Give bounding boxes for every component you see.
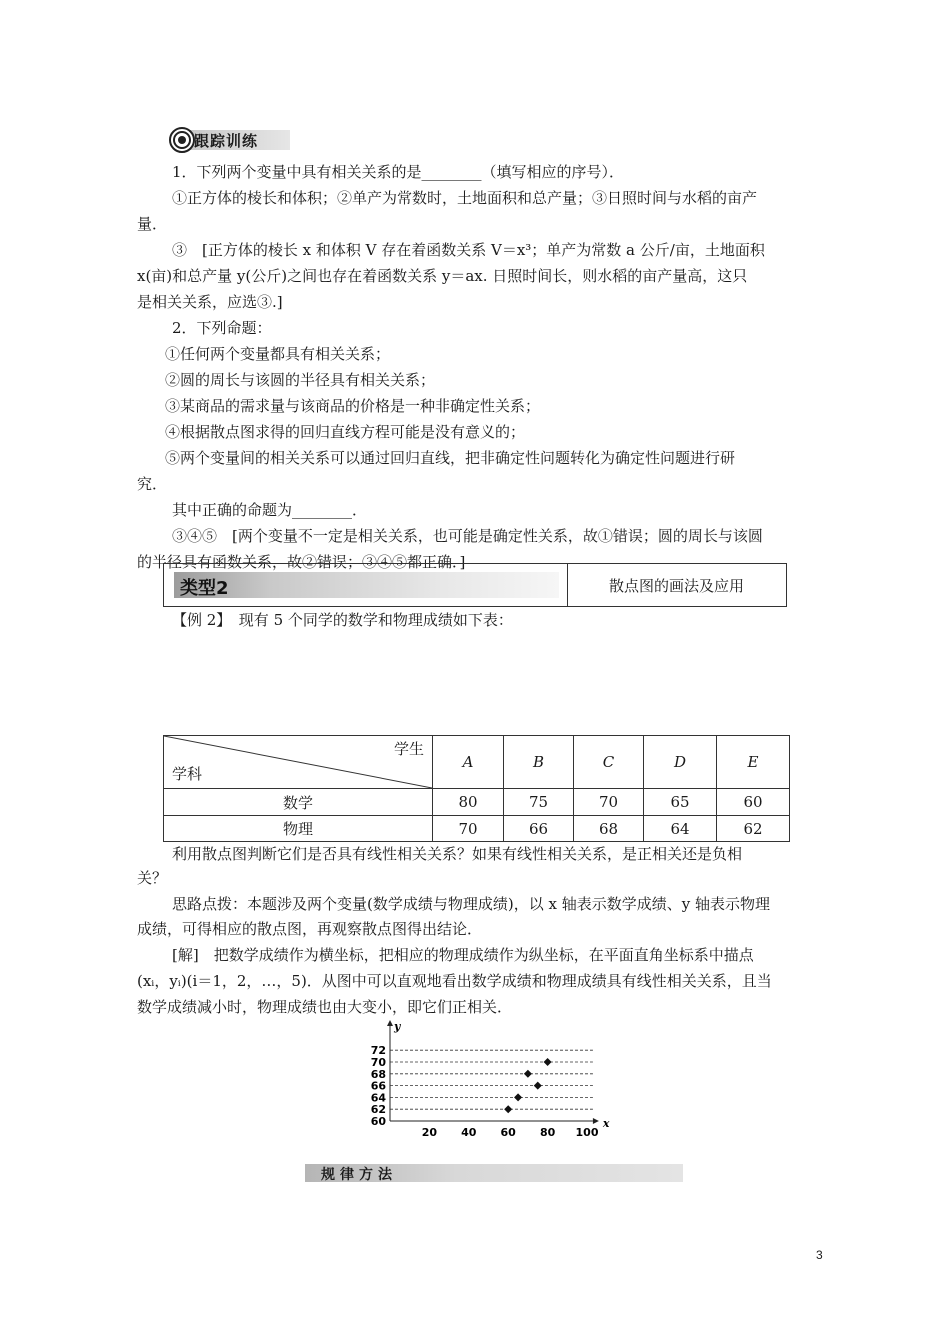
scatter-plot: [360, 1018, 620, 1142]
score-cell: 66: [504, 816, 574, 842]
rule-banner: [305, 1164, 683, 1182]
data-point: [524, 1070, 532, 1078]
q1-answer-line2: x(亩)和总产量 y(公斤)之间也存在着函数关系 y＝ax. 日照时间长，则水稻的亩产量高，这只: [137, 267, 748, 285]
student-header: A: [433, 736, 504, 789]
data-point: [514, 1093, 522, 1101]
y-tick-label: 68: [370, 1067, 386, 1081]
x-axis-arrow: [593, 1118, 599, 1124]
section-header-badge: [168, 126, 288, 154]
q1-options-line2: 量．: [137, 215, 168, 233]
table-corner-cell: [164, 736, 433, 789]
example-intro: 【例 2】 现有 5 个同学的数学和物理成绩如下表：: [172, 611, 513, 629]
data-point: [534, 1082, 542, 1090]
solution-line2: (xᵢ，yᵢ)(i＝1，2，…，5)．从图中可以直观地看出数学成绩和物理成绩具有线性相关关系，且当: [137, 972, 772, 990]
y-tick-label: 66: [370, 1079, 386, 1093]
question-line1: 利用散点图判断它们是否具有线性相关关系？如果有线性相关关系，是正相关还是负相: [172, 845, 743, 863]
solution-line3: 数学成绩减小时，物理成绩也由大变小，即它们正相关．: [137, 998, 513, 1016]
scores-table: [163, 735, 790, 842]
x-tick-label: 20: [421, 1126, 438, 1139]
y-tick-label: 70: [370, 1056, 386, 1069]
subject-cell: 数学: [164, 789, 433, 816]
hint-line1: 思路点拨：本题涉及两个变量(数学成绩与物理成绩)，以 x 轴表示数学成绩、y 轴表示物理: [172, 895, 770, 913]
section-header-title: 跟踪训练: [194, 131, 259, 150]
q2-prop-2: ②圆的周长与该圆的半径具有相关关系；: [165, 371, 436, 389]
score-cell: 62: [717, 816, 790, 842]
score-cell: 60: [717, 789, 790, 816]
student-header: D: [644, 736, 717, 789]
type-label: 类型2: [180, 578, 229, 599]
y-tick-label: 60: [370, 1115, 386, 1128]
corner-diagonal: [164, 736, 432, 788]
diagonal-line: [164, 736, 432, 788]
solution-line1: [解] 把数学成绩作为横坐标，把相应的物理成绩作为纵坐标，在平面直角坐标系中描点: [172, 946, 754, 964]
student-header: C: [574, 736, 644, 789]
q2-ask: 其中正确的命题为________．: [172, 501, 368, 519]
q1-options-line1: ①正方体的棱长和体积；②单产为常数时，土地面积和总产量；③日照时间与水稻的亩产: [172, 189, 758, 207]
y-tick-label: 62: [370, 1103, 386, 1117]
x-axis-label: x: [602, 1117, 610, 1130]
y-tick-label: 64: [370, 1091, 386, 1105]
data-point: [504, 1105, 512, 1113]
score-cell: 80: [433, 789, 504, 816]
score-cell: 64: [644, 816, 717, 842]
student-header: E: [717, 736, 790, 789]
data-point: [544, 1058, 552, 1066]
question-line2: 关？: [137, 869, 168, 887]
subject-cell: 物理: [164, 816, 433, 842]
q2-prop-3: ③某商品的需求量与该商品的价格是一种非确定性关系；: [165, 397, 541, 415]
x-tick-label: 40: [461, 1126, 477, 1139]
q1-stem: 1．下列两个变量中具有相关关系的是________（填写相应的序号）．: [172, 163, 625, 181]
rule-banner-title: 规律方法: [321, 1167, 397, 1183]
table-row: [164, 789, 790, 816]
type-banner: [174, 572, 559, 598]
x-tick-label: 60: [500, 1126, 516, 1139]
score-cell: 75: [504, 789, 574, 816]
table-header-row: [164, 736, 790, 789]
corner-bottom-label: 学科: [172, 765, 203, 783]
table-row: [164, 816, 790, 842]
x-tick-label: 100: [575, 1126, 599, 1139]
score-cell: 70: [574, 789, 644, 816]
student-header: B: [504, 736, 574, 789]
y-tick-label: 72: [370, 1044, 386, 1058]
q2-prop-1: ①任何两个变量都具有相关关系；: [165, 345, 391, 363]
score-cell: 65: [644, 789, 717, 816]
q1-answer-line3: 是相关关系，应选③.]: [137, 293, 283, 311]
page-number: 3: [816, 1248, 823, 1262]
q2-prop-5-line2: 究．: [137, 475, 168, 493]
score-cell: 70: [433, 816, 504, 842]
q2-prop-4: ④根据散点图求得的回归直线方程可能是没有意义的；: [165, 423, 526, 441]
type-title: 散点图的画法及应用: [608, 576, 744, 595]
q2-answer-line1: ③④⑤ [两个变量不一定是相关关系，也可能是确定性关系，故①错误；圆的周长与该圆: [172, 527, 763, 545]
score-cell: 68: [574, 816, 644, 842]
type-box-left: [164, 564, 568, 606]
q1-answer-line1: ③ [正方体的棱长 x 和体积 V 存在着函数关系 V＝x³；单产为常数 a 公斤/亩，土地面积: [172, 241, 765, 259]
x-tick-label: 80: [539, 1126, 556, 1139]
y-axis-label: y: [394, 1020, 401, 1033]
hint-line2: 成绩，可得相应的散点图，再观察散点图得出结论．: [137, 920, 483, 938]
target-icon: [168, 126, 196, 154]
corner-top-label: 学生: [393, 740, 424, 758]
q2-stem: 2．下列命题：: [172, 319, 272, 337]
q2-answer-line2: 的半径具有函数关系，故②错误；③④⑤都正确．]: [137, 553, 466, 571]
type-box: [163, 563, 787, 607]
y-axis-arrow: [387, 1020, 393, 1026]
q2-prop-5-line1: ⑤两个变量间的相关关系可以通过回归直线，把非确定性问题转化为确定性问题进行研: [165, 449, 736, 467]
